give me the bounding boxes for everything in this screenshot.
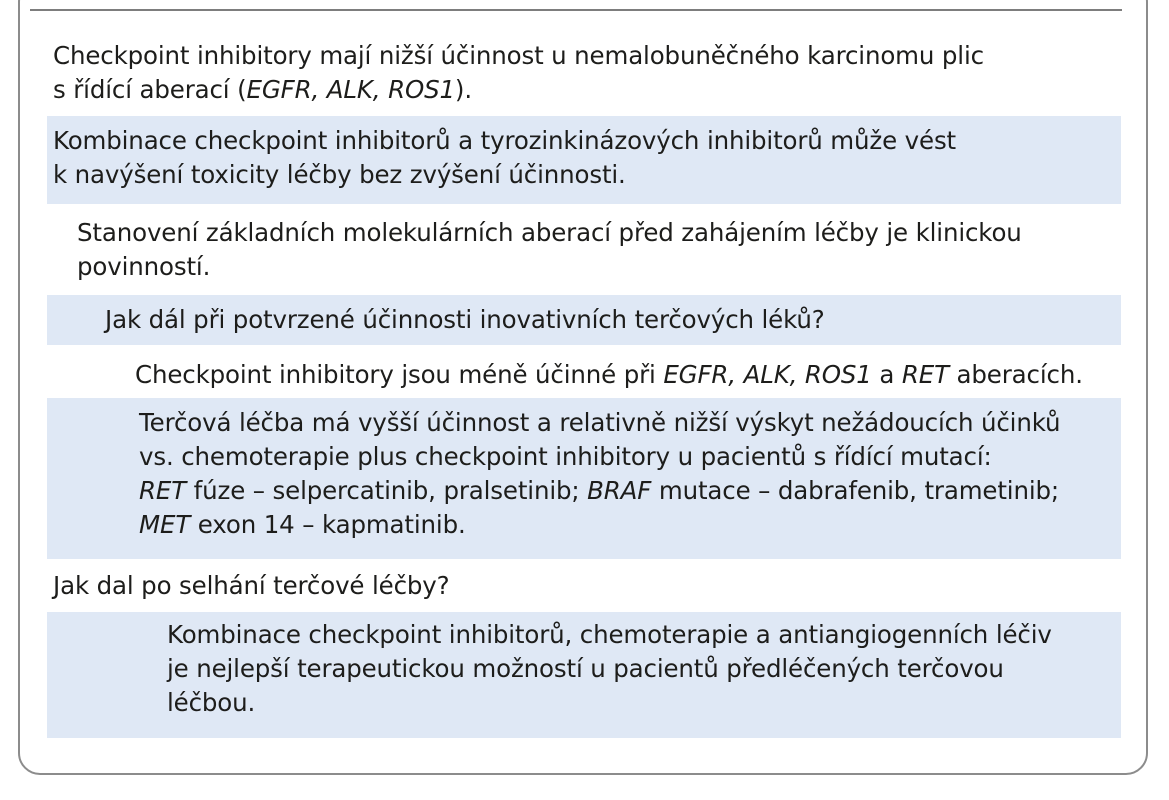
- text-run: a: [871, 360, 902, 389]
- text-run: s řídící aberací (: [53, 75, 247, 104]
- text-run: Jak dal po selhání terčové léčby?: [53, 571, 450, 600]
- summary-row-3: [47, 210, 1121, 292]
- text-line: [105, 303, 1121, 337]
- text-run: povinností.: [77, 252, 211, 281]
- text-run: je nejlepší terapeutickou možností u pacientů předléčených terčovou: [167, 654, 1004, 683]
- text-line: [139, 440, 1121, 474]
- text-line: [53, 569, 1121, 603]
- text-line: [77, 250, 1121, 284]
- text-line: [139, 474, 1121, 508]
- text-run: léčbou.: [167, 688, 256, 717]
- text-run: Kombinace checkpoint inhibitorů a tyrozinkinázových inhibitorů může vést: [53, 126, 957, 155]
- text-run: fúze – selpercatinib, pralsetinib;: [186, 476, 588, 505]
- text-line: [139, 508, 1121, 542]
- italic-text-run: RET: [139, 476, 187, 505]
- summary-row-7: [47, 567, 1121, 607]
- summary-row-4: [47, 295, 1121, 345]
- text-line: [167, 652, 1121, 686]
- text-run: mutace – dabrafenib, trametinib;: [651, 476, 1059, 505]
- italic-text-run: RET: [901, 360, 949, 389]
- italic-text-run: MET: [139, 510, 191, 539]
- text-line: [167, 618, 1121, 652]
- text-run: Stanovení základních molekulárních aberací před zahájením léčby je klinickou: [77, 218, 1022, 247]
- text-line: [53, 158, 1121, 192]
- italic-text-run: BRAF: [587, 476, 652, 505]
- text-run: aberacích.: [948, 360, 1083, 389]
- text-run: Terčová léčba má vyšší účinnost a relativně nižší výskyt nežádoucích účinků: [139, 408, 1061, 437]
- text-line: [53, 73, 1121, 107]
- summary-row-2: [47, 116, 1121, 204]
- text-line: [167, 686, 1121, 720]
- text-run: Kombinace checkpoint inhibitorů, chemoterapie a antiangiogenních léčiv: [167, 620, 1052, 649]
- text-run: exon 14 – kapmatinib.: [190, 510, 466, 539]
- text-line: [53, 39, 1121, 73]
- text-run: k navýšení toxicity léčby bez zvýšení účinnosti.: [53, 160, 626, 189]
- text-run: ).: [454, 75, 472, 104]
- italic-text-run: EGFR, ALK, ROS1: [663, 360, 872, 389]
- text-run: vs. chemoterapie plus checkpoint inhibitory u pacientů s řídící mutací:: [139, 442, 992, 471]
- top-rule: [30, 9, 1122, 11]
- summary-row-6: [47, 398, 1121, 559]
- text-line: [77, 216, 1121, 250]
- summary-row-8: [47, 612, 1121, 738]
- text-run: Checkpoint inhibitory jsou méně účinné při: [135, 360, 664, 389]
- summary-row-1: [47, 35, 1121, 109]
- italic-text-run: EGFR, ALK, ROS1: [246, 75, 455, 104]
- text-line: [135, 358, 1121, 392]
- text-run: Checkpoint inhibitory mají nižší účinnost u nemalobuněčného karcinomu plic: [53, 41, 984, 70]
- text-line: [53, 124, 1121, 158]
- text-run: Jak dál při potvrzené účinnosti inovativních terčových léků?: [105, 305, 825, 334]
- summary-row-5: [47, 352, 1121, 400]
- text-line: [139, 406, 1121, 440]
